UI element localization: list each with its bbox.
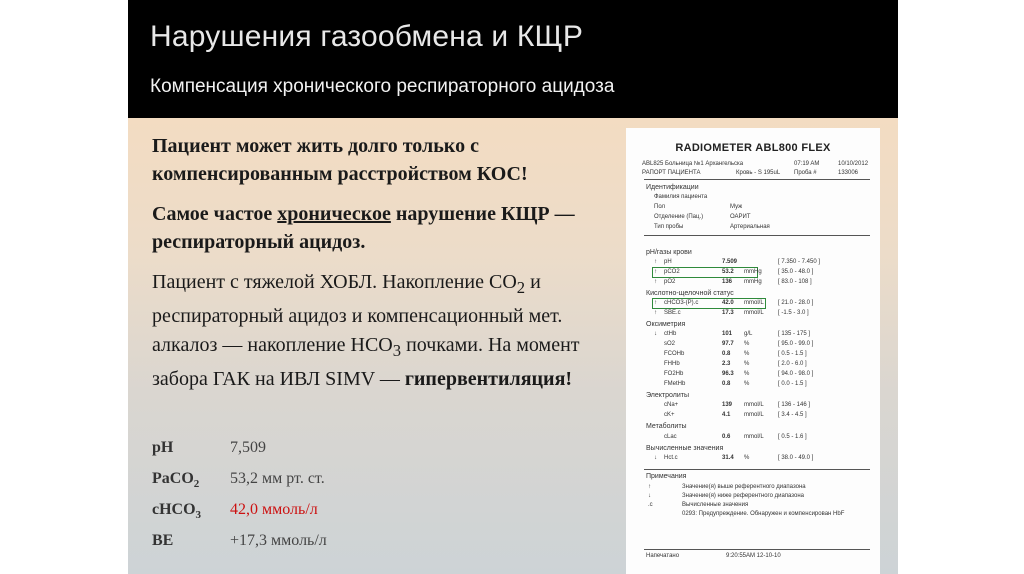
lab-value-val: 53,2 мм рт. ст. xyxy=(230,470,325,487)
printout-cell-unit: mmHg xyxy=(744,279,762,285)
note-flag-down: ↓ xyxy=(648,493,651,499)
slide-title: Нарушения газообмена и КЩР xyxy=(150,20,584,53)
printout-cell-name: cLac xyxy=(664,434,677,440)
p3-c: почками. На момент забора ГАК на ИВЛ SIMV — xyxy=(152,334,580,390)
slide-header xyxy=(128,0,898,118)
printout-cell-range: [ 94.0 - 98.0 ] xyxy=(778,371,814,377)
printout-cell-unit: mmol/L xyxy=(744,412,764,418)
printout-cell-unit: mmol/L xyxy=(744,300,764,306)
printout-divider xyxy=(644,469,870,470)
note-down-text: Значение(я) ниже референтного диапазона xyxy=(682,493,804,499)
printout-cell-range: [ 136 - 146 ] xyxy=(778,402,811,408)
lab-value-val: 42,0 ммоль/л xyxy=(230,501,318,518)
printout-sec-acid: Кислотно-щелочной статус xyxy=(646,290,734,297)
slide-content xyxy=(128,118,898,574)
lab-value-key: BE xyxy=(152,532,174,549)
printout-cell-name: FMetHb xyxy=(664,381,686,387)
slide-subtitle: Компенсация хронического респираторного ацидоза xyxy=(150,76,615,97)
p3-b: и респираторный ацидоз и компенсационный мет. алкалоз — накопление НСО xyxy=(152,271,563,356)
printout-sex-key: Пол xyxy=(654,204,666,210)
note-flag-up: ↑ xyxy=(648,484,651,490)
slide xyxy=(128,0,898,574)
lab-value-key: PaCO$_2$ xyxy=(152,470,200,491)
printout-ident: Идентификации xyxy=(646,184,699,191)
printed-time: 9:20:55AM 12-10-10 xyxy=(726,553,781,559)
printout-cell-range: [ 95.0 - 99.0 ] xyxy=(778,341,814,347)
printout-dept-key: Отделение (Пац.) xyxy=(654,214,704,220)
p3-bold: гипервентиляция! xyxy=(404,368,573,390)
printout-cell-val: 31.4 xyxy=(722,455,734,461)
printout-cell-val: 136 xyxy=(722,279,733,285)
printout-cell-name: pCO2 xyxy=(664,269,680,275)
printout-cell-unit: mmHg xyxy=(744,269,762,275)
lab-value-val: +17,3 ммоль/л xyxy=(230,532,327,549)
printout-cell-name: cK+ xyxy=(664,412,675,418)
printout-cell-val: 0.8 xyxy=(722,381,731,387)
printout-sec-oxi: Оксиметрия xyxy=(646,321,686,328)
printout-sec-gas: pH/газы крови xyxy=(646,249,692,256)
printout-sec-calc: Вычисленные значения xyxy=(646,445,724,452)
printout-cell-range: [ 21.0 - 28.0 ] xyxy=(778,300,814,306)
printout-cell-range: [ 38.0 - 49.0 ] xyxy=(778,455,814,461)
printout-cell-name: FCOHb xyxy=(664,351,685,357)
note-up-text: Значение(я) выше референтного диапазона xyxy=(682,484,806,490)
printout-cell-range: [ 2.0 - 6.0 ] xyxy=(778,361,807,367)
printout-cell-name: FHHb xyxy=(664,361,680,367)
printout-cell-name: ctHb xyxy=(664,331,677,337)
printout-cell-val: 17.3 xyxy=(722,310,734,316)
note-warning-text: 0293: Предупреждение. Обнаружен и компенсирован HbF xyxy=(682,511,845,517)
printout-cell-name: FO2Hb xyxy=(664,371,684,377)
p3-a: Пациент с тяжелой ХОБЛ. Накопление СО xyxy=(152,271,517,293)
p2-pre: Самое частое xyxy=(152,203,278,225)
printout-hdr1-time: 07:19 AM xyxy=(794,161,820,167)
p2-post: нарушение КЩР — респираторный ацидоз. xyxy=(152,203,575,253)
printout-cell-val: 97.7 xyxy=(722,341,734,347)
printout-sec-el: Электролиты xyxy=(646,392,689,399)
printout-cell-val: 139 xyxy=(722,402,733,408)
printout-cell-val: 0.6 xyxy=(722,434,731,440)
printout-cell-range: [ 0.5 - 1.5 ] xyxy=(778,351,807,357)
printout-cell-flag: ↓ xyxy=(654,455,657,461)
printout-cell-unit: mmol/L xyxy=(744,434,764,440)
printout-divider xyxy=(644,549,870,550)
printout-cell-unit: mmol/L xyxy=(744,402,764,408)
printout-fam: Фамилия пациента xyxy=(654,194,708,200)
printout-hdr2-left: РАПОРТ ПАЦИЕНТА xyxy=(642,170,701,176)
printout-cell-name: pH xyxy=(664,259,672,265)
printout-cell-range: [ 83.0 - 108 ] xyxy=(778,279,812,285)
analyzer-printout xyxy=(626,128,880,574)
printout-cell-range: [ 135 - 175 ] xyxy=(778,331,811,337)
printout-hdr2-id: 133006 xyxy=(838,170,859,176)
printout-cell-unit: mmol/L xyxy=(744,310,764,316)
printout-type-val: Артериальная xyxy=(730,224,770,230)
printout-type-key: Тип пробы xyxy=(654,224,684,230)
printout-cell-unit: % xyxy=(744,455,750,461)
printout-cell-flag: ↓ xyxy=(654,331,657,337)
printout-cell-unit: % xyxy=(744,371,750,377)
printout-cell-val: 53.2 xyxy=(722,269,734,275)
p2-underlined: хроническое xyxy=(277,203,391,225)
lab-value-key: pH xyxy=(152,439,174,456)
printout-cell-flag: ↑ xyxy=(654,300,657,306)
printout-title: RADIOMETER ABL800 FLEX xyxy=(675,142,831,154)
printout-cell-name: cNa+ xyxy=(664,402,679,408)
printout-cell-unit: % xyxy=(744,381,750,387)
printout-cell-flag: ↑ xyxy=(654,259,657,265)
printout-cell-range: [ 0.5 - 1.6 ] xyxy=(778,434,807,440)
p3-sub2: 3 xyxy=(392,341,402,360)
printout-cell-unit: % xyxy=(744,341,750,347)
printout-divider xyxy=(644,179,870,180)
printout-hdr1-date: 10/10/2012 xyxy=(838,161,869,167)
printout-dept-val: ОАРИТ xyxy=(730,214,751,220)
printout-cell-range: [ 35.0 - 48.0 ] xyxy=(778,269,814,275)
printout-cell-flag: ↑ xyxy=(654,279,657,285)
printout-cell-val: 2.3 xyxy=(722,361,731,367)
note-flag-calc: .c xyxy=(648,502,653,508)
printout-cell-range: [ 3.4 - 4.5 ] xyxy=(778,412,807,418)
printed-key: Напечатано xyxy=(646,553,680,559)
printout-cell-flag: ↑ xyxy=(654,269,657,275)
text-block xyxy=(152,132,622,394)
lab-value-val: 7,509 xyxy=(230,439,266,456)
printout-cell-val: 96.3 xyxy=(722,371,734,377)
printout-cell-val: 42.0 xyxy=(722,300,734,306)
printout-cell-range: [ -1.5 - 3.0 ] xyxy=(778,310,809,316)
printout-sex-val: Муж xyxy=(730,204,743,210)
paragraph-patient xyxy=(152,268,622,394)
printout-cell-val: 4.1 xyxy=(722,412,731,418)
printout-cell-name: Hct.c xyxy=(664,455,678,461)
printout-cell-flag: ↑ xyxy=(654,310,657,316)
printout-cell-range: [ 0.0 - 1.5 ] xyxy=(778,381,807,387)
printout-cell-unit: % xyxy=(744,361,750,367)
printout-cell-name: SBE.c xyxy=(664,310,681,316)
printout-cell-name: cHCO3-(P).c xyxy=(664,300,699,306)
printout-cell-name: sO2 xyxy=(664,341,676,347)
printout-notes-title: Примечания xyxy=(646,473,687,480)
printout-cell-val: 7.509 xyxy=(722,259,738,265)
printout-hdr2-sample: Кровь - S 195uL xyxy=(736,170,781,176)
printout-cell-range: [ 7.350 - 7.450 ] xyxy=(778,259,821,265)
printout-cell-val: 0.8 xyxy=(722,351,731,357)
p3-sub1: 2 xyxy=(516,278,526,297)
printout-cell-unit: % xyxy=(744,351,750,357)
paragraph-chronic xyxy=(152,200,622,256)
printout-hdr2-no: Проба # xyxy=(794,170,817,176)
paragraph-compensation: Пациент может жить долго только с компенсированным расстройством КОС! xyxy=(152,135,528,185)
printout-sec-met: Метаболиты xyxy=(646,423,687,430)
printout-hdr1-left: ABL825 Больница №1 Архангельска xyxy=(642,161,744,167)
printout-divider xyxy=(644,235,870,236)
printout-cell-val: 101 xyxy=(722,331,733,337)
printout-cell-name: pO2 xyxy=(664,279,676,285)
printout-cell-unit: g/L xyxy=(744,331,753,337)
note-calc-text: Вычисленные значения xyxy=(682,502,749,508)
lab-value-key: cHCO$_3$ xyxy=(152,501,202,522)
